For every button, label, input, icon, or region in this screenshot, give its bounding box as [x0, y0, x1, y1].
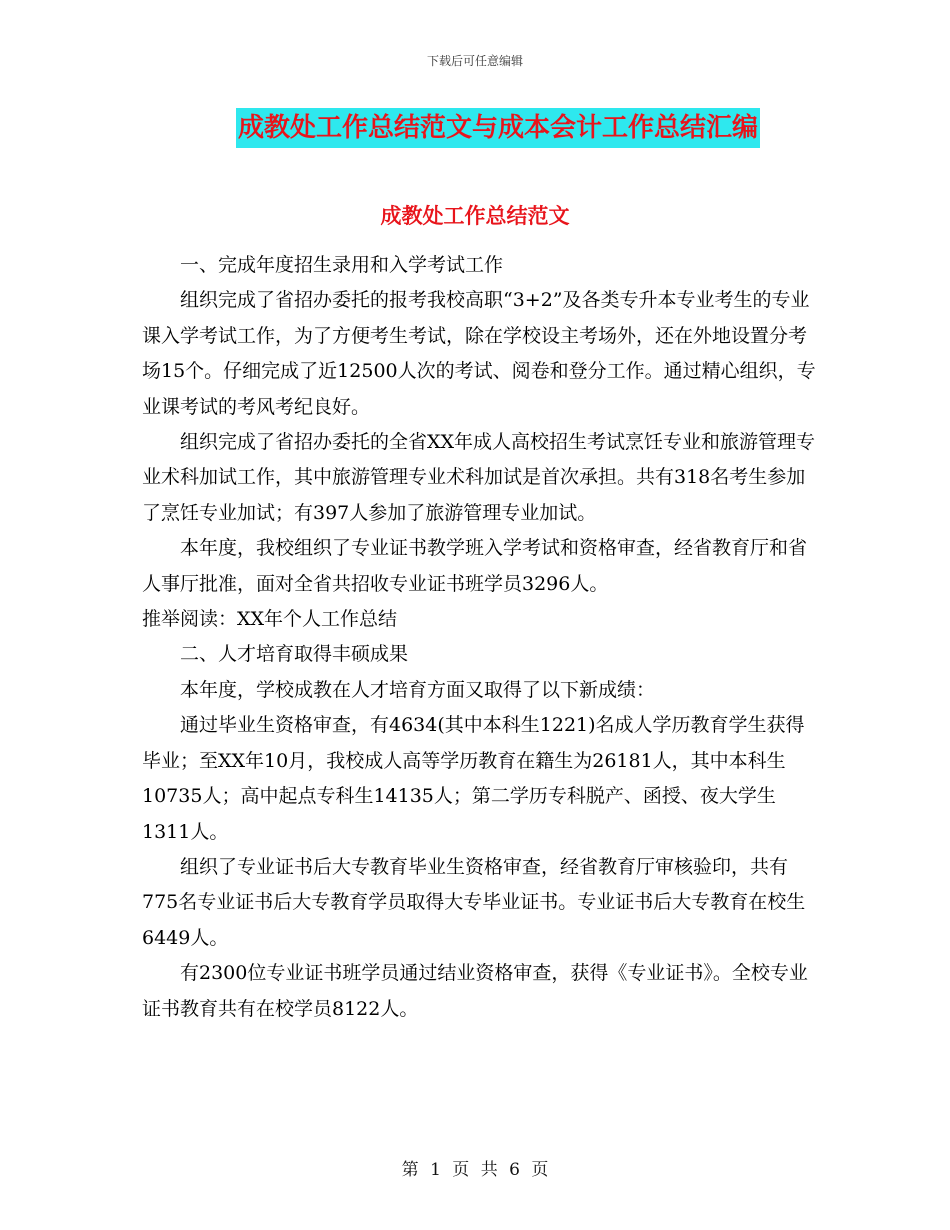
document-title-row	[0, 108, 950, 148]
paragraph: 本年度，学校成教在人才培育方面又取得了以下新成绩：	[180, 678, 656, 701]
paragraph: 组织完成了省招办委托的报考我校高职“3+2”及各类专升本专业考生的专业课入学考试工作，为了方便考生考试，除在学校设主考场外，还在外地设置分考场15个。仔细完成了近12500人次的考试、阅卷和登分工作。通过精心组织，专业课考试的考风考纪良好。	[142, 289, 816, 418]
paragraph: 组织完成了省招办委托的全省XX年成人高校招生考试烹饪专业和旅游管理专业术科加试工作，其中旅游管理专业术科加试是首次承担。共有318名考生参加了烹饪专业加试；有397人参加了旅游管理专业加试。	[142, 431, 816, 524]
section-heading-2: 二、人才培育取得丰硕成果	[180, 643, 409, 666]
paragraph: 本年度，我校组织了专业证书教学班入学考试和资格审查，经省教育厅和省人事厅批准，面对全省共招收专业证书班学员3296人。	[142, 537, 808, 595]
recommended-reading: 推举阅读：XX年个人工作总结	[142, 608, 398, 631]
page-header: 下载后可任意编辑	[426, 54, 523, 68]
document-title: 成教处工作总结范文与成本会计工作总结汇编	[236, 108, 760, 148]
section-heading-1: 一、完成年度招生录用和入学考试工作	[180, 254, 504, 276]
document-body	[142, 248, 822, 1027]
section-title: 成教处工作总结范文	[380, 204, 570, 228]
page-number: 第 1 页 共 6 页	[401, 1160, 549, 1180]
paragraph: 通过毕业生资格审查，有4634(其中本科生1221)名成人学历教育学生获得毕业；至XX年10月，我校成人高等学历教育在籍生为26181人，其中本科生10735人；高中起点专科生14135人；第二学历专科脱产、函授、夜大学生1311人。	[142, 714, 805, 843]
paragraph: 组织了专业证书后大专教育毕业生资格审查，经省教育厅审核验印，共有775名专业证书后大专教育学员取得大专毕业证书。专业证书后大专教育在校生6449人。	[142, 855, 806, 949]
paragraph: 有2300位专业证书班学员通过结业资格审查，获得《专业证书》。全校专业证书教育共有在校学员8122人。	[142, 962, 808, 1020]
